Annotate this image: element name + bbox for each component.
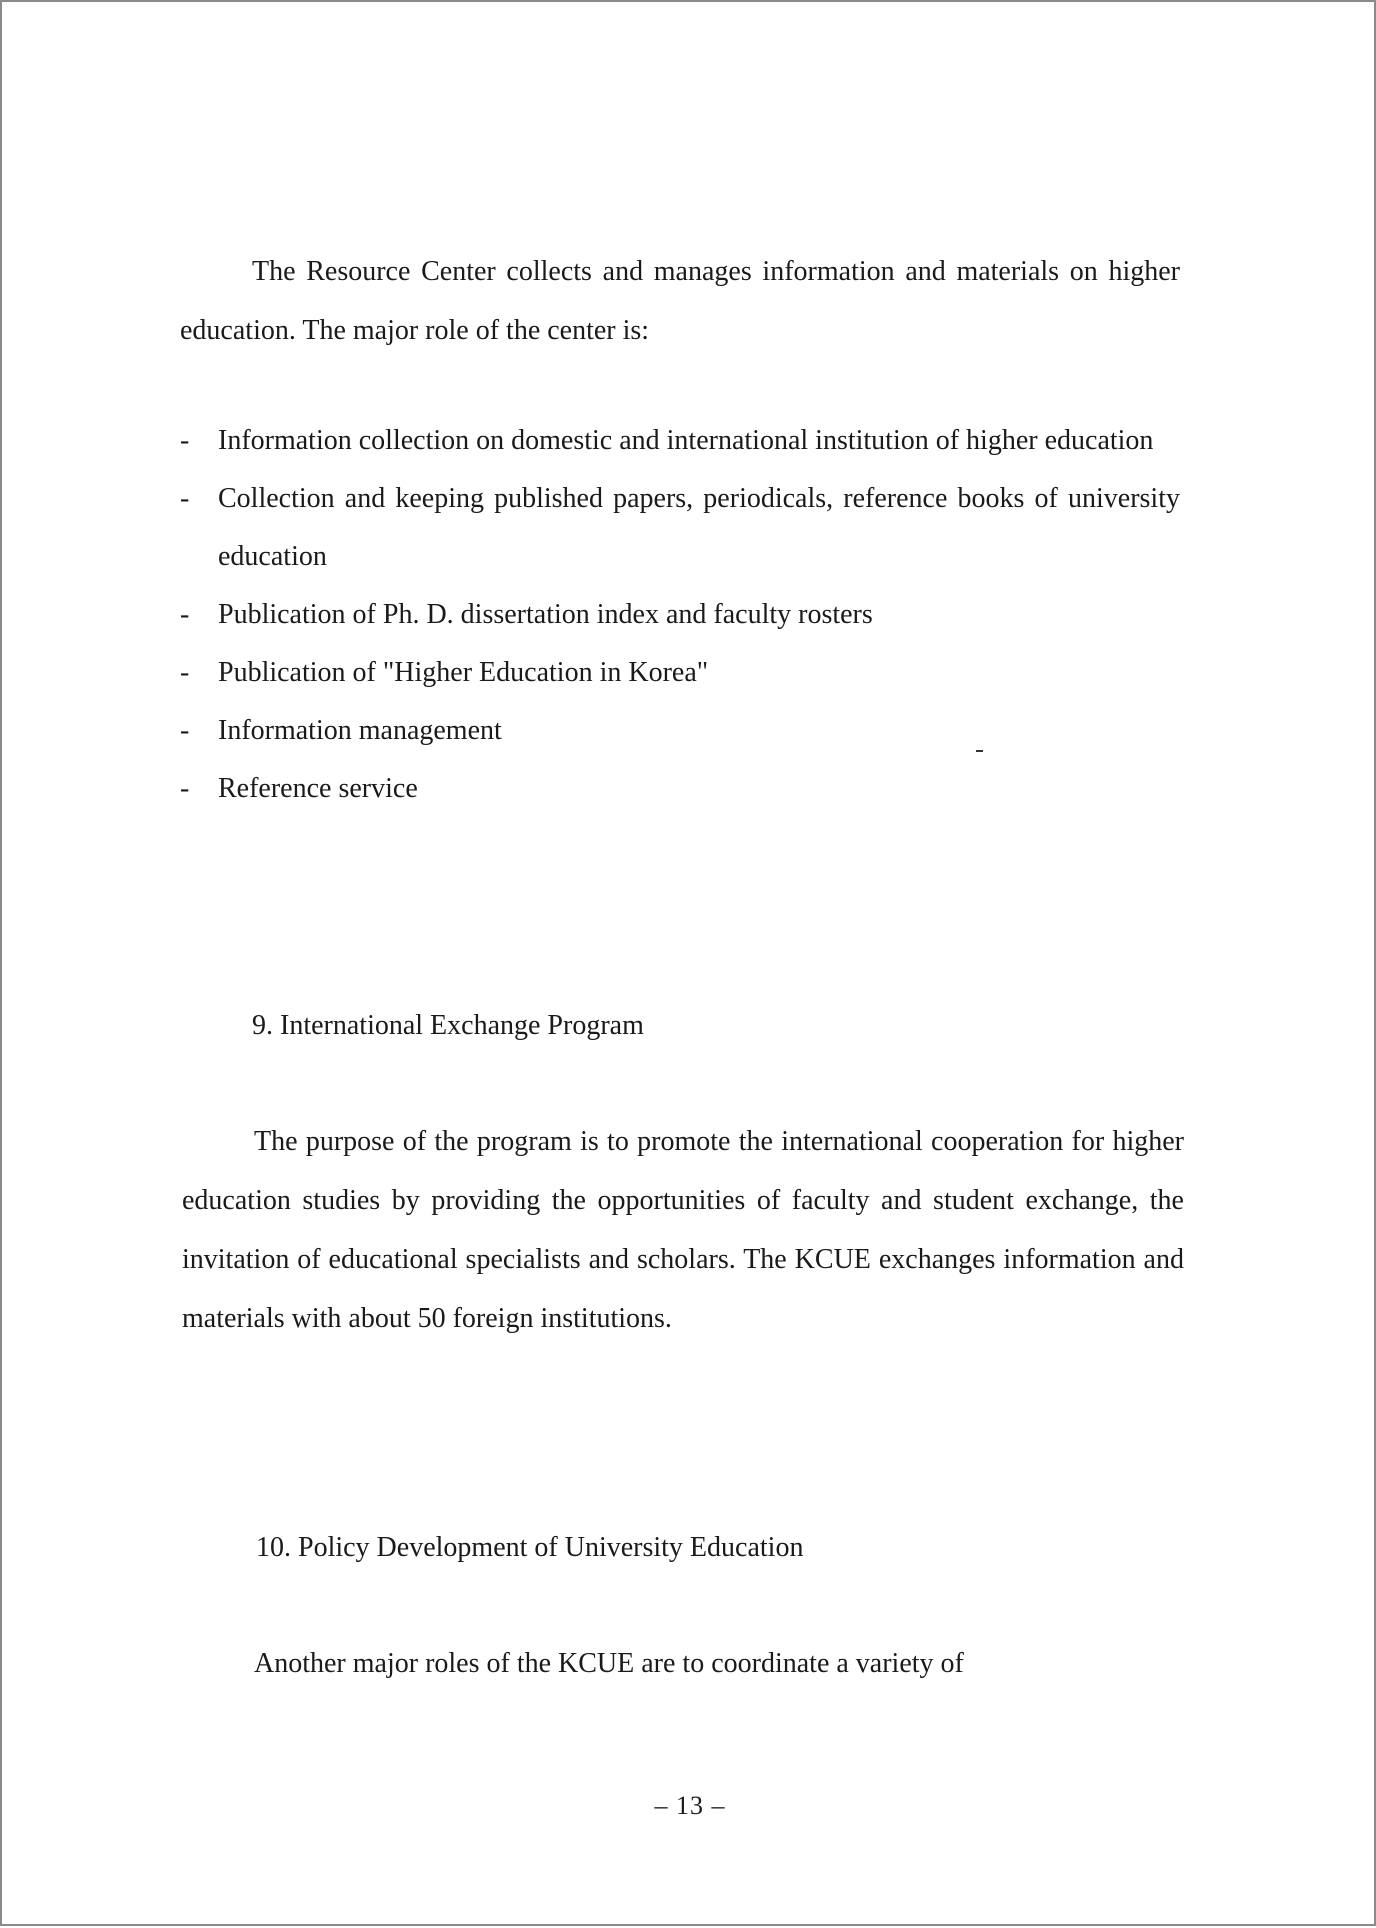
list-dash: - (180, 715, 190, 746)
list-item (180, 586, 1180, 644)
scan-artifact-mark (976, 750, 983, 752)
list-item (180, 702, 1180, 760)
intro-paragraph (180, 242, 1180, 360)
list-item-text: Information collection on domestic and international institution of higher education (218, 425, 1154, 456)
list-item-text: Publication of Ph. D. dissertation index and faculty rosters (218, 599, 873, 630)
list-item-text: Publication of "Higher Education in Korea" (218, 657, 709, 688)
section-10-paragraph-text: Another major roles of the KCUE are to coordinate a variety of (254, 1648, 964, 1679)
list-dash: - (180, 657, 190, 688)
list-item (180, 412, 1180, 470)
list-item-text: Collection and keeping published papers, periodicals, reference books of university education (218, 483, 1180, 572)
section-10-paragraph (182, 1634, 1184, 1693)
section-9-paragraph (182, 1112, 1184, 1348)
list-item (180, 644, 1180, 702)
list-dash: - (180, 773, 190, 804)
list-item (180, 470, 1180, 586)
list-dash: - (180, 483, 190, 514)
list-item-text: Reference service (218, 773, 418, 804)
section-10-heading: 10. Policy Development of University Education (256, 1532, 804, 1563)
section-9-heading: 9. International Exchange Program (252, 1010, 644, 1041)
resource-center-roles-list (180, 412, 1180, 818)
intro-paragraph-text: The Resource Center collects and manages information and materials on higher education. The major role of the center is: (180, 256, 1180, 346)
list-item-text: Information management (218, 715, 502, 746)
section-9-paragraph-text: The purpose of the program is to promote the international cooperation for higher education studies by providing the opportunities of faculty and student exchange, the invitation of educational specialists and scholars. The KCUE exchanges information and materials with about 50 foreign institutions. (182, 1126, 1184, 1334)
list-dash: - (180, 599, 190, 630)
page-number: – 13 – (654, 1791, 726, 1820)
list-dash: - (180, 425, 190, 456)
list-item (180, 760, 1180, 818)
